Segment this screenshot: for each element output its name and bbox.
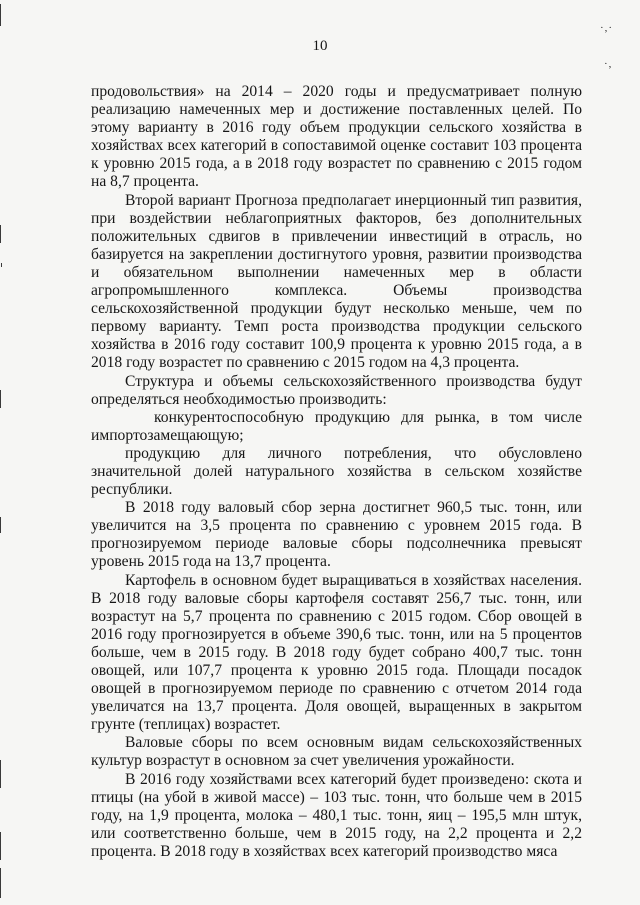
paragraph-livestock: В 2016 году хозяйствами всех категорий будет произведено: скота и птицы (на убой в живой массе) – 103 тыс. тонн, что больше чем в 2015 году, на 1,9 процента, молока – 480,1 тыс. тонн, яиц – 195,5 млн штук, или соответственно больше, чем в 2015 году, на 2,2 процента и 2,2 процента. В 2018 году в хозяйствах всех категорий производство мяса bbox=[91, 770, 582, 860]
scan-margin-line bbox=[0, 4, 1, 26]
list-item-personal-consumption: продукцию для личного потребления, что обусловлено значительной долей натурального хозяйства в сельском хозяйстве республики. bbox=[91, 444, 582, 499]
page-number: 10 bbox=[312, 38, 328, 54]
paragraph-grain: В 2018 году валовый сбор зерна достигнет 960,5 тыс. тонн, или увеличится на 3,5 процента по сравнению с уровнем 2015 года. В прогнозируемом периоде валовые сборы подсолнечника превысят уровень 2015 года на 13,7 процента. bbox=[91, 499, 582, 571]
paragraph-potatoes-vegetables: Картофель в основном будет выращиваться в хозяйствах населения. В 2018 году валовые сборы картофеля составят 256,7 тыс. тонн, или возрастут на 5,7 процента по сравнению с 2015 годом. Сбор овощей в 2016 году прогнозируется в объеме 390,6 тыс. тонн, или на 5 процентов больше, чем в 2015 году. В 2018 году будет собрано 400,7 тыс. тонн овощей, или 107,7 процента к уровню 2015 года. Площади посадок овощей в прогнозируемом периоде по сравнению с отчетом 2014 года увеличатся на 13,7 процента. Доля овощей, выращенных в закрытом грунте (теплицах) возрастет. bbox=[91, 571, 582, 734]
scan-mark-right: ·, bbox=[604, 58, 613, 70]
scan-margin-line bbox=[1, 263, 2, 267]
scan-margin-line bbox=[0, 517, 1, 533]
list-item-competitive-products: конкурентоспособную продукцию для рынка, в том числе импортозамещающую; bbox=[91, 408, 582, 444]
scan-margin-line bbox=[0, 760, 1, 788]
scan-margin-line bbox=[0, 225, 1, 243]
scan-margin-line bbox=[0, 868, 1, 898]
paragraph-continuation: продовольствия» на 2014 – 2020 годы и предусматривает полную реализацию намеченных мер и достижение поставленных целей. По этому варианту в 2016 году объем продукции сельского хозяйства в хозяйствах всех категорий в сопоставимой оценке составит 103 процента к уровню 2015 года, а в 2018 году возрастет по сравнению с 2015 годом на 8,7 процента. bbox=[91, 83, 582, 191]
paragraph-structure: Структура и объемы сельскохозяйственного производства будут определяться необходимостью производить: bbox=[91, 372, 582, 408]
document-body bbox=[91, 83, 582, 861]
paragraph-second-variant: Второй вариант Прогноза предполагает инерционный тип развития, при воздействии неблагоприятных факторов, без дополнительных положительных сдвигов в привлечении инвестиций в отрасль, но базируется на закреплении достигнутого уровня, развитии производства и обязательном выполнении намеченных мер в области агропромышленного комплекса. Объемы производства сельскохозяйственной продукции будут несколько меньше, чем по первому варианту. Темп роста производства продукции сельского хозяйства в 2016 году составит 100,9 процента к уровню 2015 года, а в 2018 году возрастет по сравнению с 2015 годом на 4,3 процента. bbox=[91, 191, 582, 372]
scan-margin-line bbox=[0, 390, 1, 408]
paragraph-yield: Валовые сборы по всем основным видам сельскохозяйственных культур возрастут в основном за счет увеличения урожайности. bbox=[91, 734, 582, 770]
scan-mark-top-right: ·,· bbox=[600, 22, 614, 34]
scan-margin-line bbox=[0, 832, 1, 860]
